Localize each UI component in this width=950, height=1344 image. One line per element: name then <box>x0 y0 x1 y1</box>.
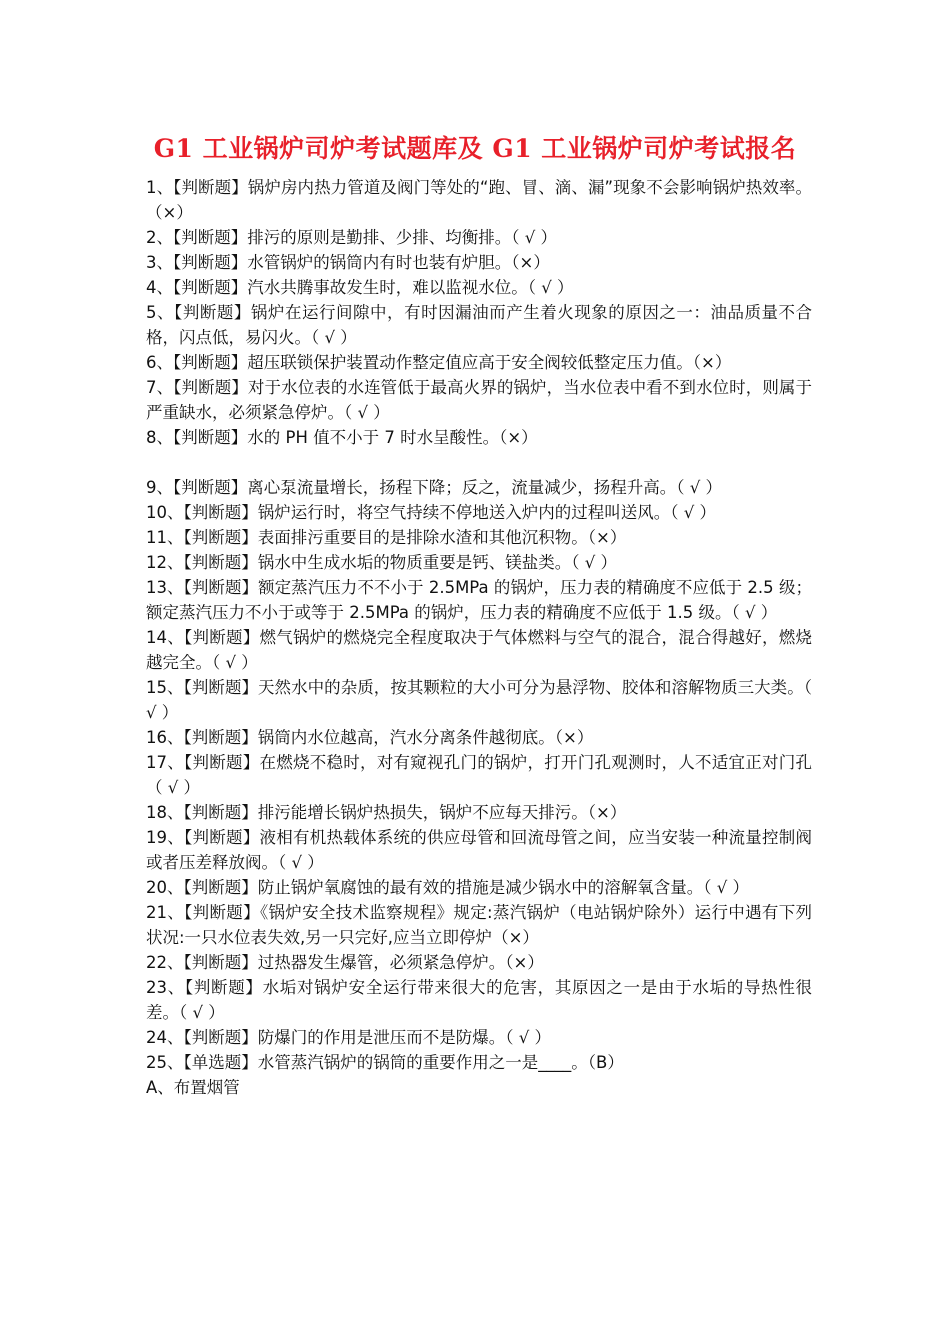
question-type: 【判断题】 <box>183 953 258 972</box>
question-answer: （ √ ） <box>179 1003 225 1022</box>
question-number: 14、 <box>146 628 184 647</box>
question-answer: （×） <box>587 528 627 547</box>
question-answer: （ √ ） <box>146 678 818 722</box>
question-list <box>146 175 818 1100</box>
question-text: 锅水中生成水垢的物质重要是钙、镁盐类。 <box>257 553 572 572</box>
question-type: 【判断题】 <box>183 578 259 597</box>
question-answer: （×） <box>499 428 538 447</box>
question-answer: （ √ ） <box>527 278 574 297</box>
question-answer: （ √ ） <box>146 778 201 797</box>
question-type: 【判断题】 <box>174 303 251 322</box>
question-answer: （×） <box>587 803 627 822</box>
question-number: 17、 <box>146 753 184 772</box>
question-number: 6、 <box>146 353 173 372</box>
question-number: 2、 <box>146 228 173 247</box>
question-answer: （×） <box>505 953 544 972</box>
question-number: 8、 <box>146 428 173 447</box>
question-type: 【判断题】 <box>184 903 260 922</box>
question-text: 锅炉运行时，将空气持续不停地送入炉内的过程叫送风。 <box>257 503 671 522</box>
question-item <box>146 1025 812 1050</box>
question-text: 燃气锅炉的燃烧完全程度取决于气体燃料与空气的混合，混合得越好，燃烧越完全。 <box>146 628 812 672</box>
question-item <box>146 175 812 225</box>
question-text: 锅炉房内热力管道及阀门等处的“跑、冒、滴、漏”现象不会影响锅炉热效率。 <box>247 178 812 197</box>
question-type: 【判断题】 <box>183 553 258 572</box>
question-text: 天然水中的杂质，按其颗粒的大小可分为悬浮物、胶体和溶解物质三大类。 <box>258 678 804 697</box>
question-text: 额定蒸汽压力不不小于 2.5MPa 的锅炉，压力表的精确度不应低于 2.5 级；额定蒸汽压力不小于或等于 2.5MPa 的锅炉，压力表的精确度不应低于 1.5 级。 <box>146 578 812 622</box>
question-text: 水的 PH 值不小于 7 时水呈酸性。 <box>247 428 500 447</box>
question-text: 对于水位表的水连管低于最高火界的锅炉，当水位表中看不到水位时，则属于严重缺水，必须紧急停炉。 <box>146 378 812 422</box>
question-answer: （ √ ） <box>703 878 750 897</box>
question-item <box>146 250 812 275</box>
question-number: 19、 <box>146 828 184 847</box>
question-number: 23、 <box>146 978 185 997</box>
question-text: 锅筒内水位越高，汽水分离条件越彻底。 <box>257 728 555 747</box>
question-item <box>146 975 812 1025</box>
question-item <box>146 375 812 425</box>
question-item <box>146 1050 812 1075</box>
question-answer: （ √ ） <box>505 1028 552 1047</box>
question-item <box>146 550 812 575</box>
question-type: 【判断题】 <box>184 753 260 772</box>
question-number: 4、 <box>146 278 173 297</box>
question-answer: （×） <box>146 203 193 222</box>
question-number: 9、 <box>146 478 173 497</box>
question-answer: （ √ ） <box>731 603 778 622</box>
question-text: 防止锅炉氧腐蚀的最有效的措施是减少锅水中的溶解氧含量。 <box>257 878 704 897</box>
question-answer: （×） <box>692 353 732 372</box>
question-type: 【判断题】 <box>173 478 248 497</box>
question-text: 汽水共腾事故发生时，难以监视水位。 <box>247 278 528 297</box>
question-type: 【判断题】 <box>173 278 248 297</box>
question-type: 【单选题】 <box>183 1053 258 1072</box>
question-answer: （×） <box>554 728 594 747</box>
question-item <box>146 225 812 250</box>
question-item <box>146 950 812 975</box>
question-item <box>146 900 812 950</box>
question-item <box>146 725 812 750</box>
question-item <box>146 750 812 800</box>
question-type: 【判断题】 <box>183 878 258 897</box>
question-answer: （ √ ） <box>344 403 390 422</box>
question-type: 【判断题】 <box>173 178 248 197</box>
question-number: 18、 <box>146 803 184 822</box>
question-text: 防爆门的作用是泄压而不是防爆。 <box>257 1028 506 1047</box>
question-answer: （ √ ） <box>676 478 723 497</box>
question-number: 25、 <box>146 1053 184 1072</box>
question-answer: （ √ ） <box>511 228 558 247</box>
question-answer: （ √ ） <box>278 853 324 872</box>
document-title: G1 工业锅炉司炉考试题库及 G1 工业锅炉司炉考试报名 <box>153 134 797 163</box>
question-answer: （×） <box>511 253 550 272</box>
question-text: 排污能增长锅炉热损失，锅炉不应每天排污。 <box>257 803 588 822</box>
question-number: 3、 <box>146 253 173 272</box>
question-number: 5、 <box>146 303 175 322</box>
question-type: 【判断题】 <box>184 628 260 647</box>
question-number: 15、 <box>146 678 184 697</box>
question-type: 【判断题】 <box>183 1028 258 1047</box>
question-answer: （ √ ） <box>571 553 618 572</box>
question-type: 【判断题】 <box>173 253 248 272</box>
question-number: 12、 <box>146 553 184 572</box>
question-text: 排污的原则是勤排、少排、均衡排。 <box>247 228 512 247</box>
question-number: 10、 <box>146 503 184 522</box>
question-item <box>146 825 812 875</box>
question-text: 过热器发生爆管，必须紧急停炉。 <box>257 953 506 972</box>
question-type: 【判断题】 <box>183 528 258 547</box>
question-number: 16、 <box>146 728 184 747</box>
question-item <box>146 300 812 350</box>
question-type: 【判断题】 <box>184 828 260 847</box>
question-item <box>146 425 812 450</box>
question-item <box>146 500 812 525</box>
question-item <box>146 675 818 725</box>
question-answer: （ √ ） <box>311 328 357 347</box>
question-text: 在燃烧不稳时，对有窥视孔门的锅炉，打开门孔观测时，人不适宜正对门孔 <box>259 753 812 772</box>
question-item <box>146 875 812 900</box>
question-text: 离心泵流量增长，扬程下降；反之，流量减少，扬程升高。 <box>247 478 677 497</box>
question-item <box>146 350 812 375</box>
question-type: 【判断题】 <box>183 803 258 822</box>
question-number: 13、 <box>146 578 184 597</box>
question-answer: （ √ ） <box>670 503 717 522</box>
question-item <box>146 575 812 625</box>
question-text: 液相有机热载体系统的供应母管和回流母管之间，应当安装一种流量控制阀或者压差释放阀。 <box>146 828 812 872</box>
question-item <box>146 800 812 825</box>
question-text: 超压联锁保护装置动作整定值应高于安全阀较低整定压力值。 <box>247 353 693 372</box>
question-type: 【判断题】 <box>173 353 248 372</box>
question-type: 【判断题】 <box>184 978 263 997</box>
question-item <box>146 625 812 675</box>
question-number: 22、 <box>146 953 184 972</box>
question-number: 24、 <box>146 1028 184 1047</box>
question-text: 《锅炉安全技术监察规程》规定:蒸汽锅炉（电站锅炉除外）运行中遇有下列状况:一只水位表失效,另一只完好,应当立即停炉 <box>146 903 813 947</box>
question-type: 【判断题】 <box>173 378 248 397</box>
question-type: 【判断题】 <box>183 503 258 522</box>
question-text: 表面排污重要目的是排除水渣和其他沉积物。 <box>257 528 588 547</box>
question-number: 7、 <box>146 378 174 397</box>
question-text: 锅炉在运行间隙中，有时因漏油而产生着火现象的原因之一：油品质量不合格，闪点低，易闪火。 <box>146 303 813 347</box>
question-number: 11、 <box>146 528 184 547</box>
question-number: 20、 <box>146 878 184 897</box>
question-number: 1、 <box>146 178 174 197</box>
question-item <box>146 525 812 550</box>
question-item <box>146 475 812 500</box>
question-text: 水管锅炉的锅筒内有时也装有炉胆。 <box>247 253 512 272</box>
answer-option-a: A、布置烟管 <box>146 1078 240 1097</box>
question-type: 【判断题】 <box>183 728 258 747</box>
question-type: 【判断题】 <box>173 428 248 447</box>
question-type: 【判断题】 <box>183 678 259 697</box>
question-text: 水管蒸汽锅炉的锅筒的重要作用之一是____。 <box>257 1053 588 1072</box>
question-type: 【判断题】 <box>173 228 248 247</box>
question-item <box>146 275 812 300</box>
question-answer: （ √ ） <box>212 653 258 672</box>
question-answer: （×） <box>492 928 539 947</box>
question-text: 水垢对锅炉安全运行带来很大的危害，其原因之一是由于水垢的导热性很差。 <box>146 978 813 1022</box>
question-number: 21、 <box>146 903 185 922</box>
question-answer: （B） <box>587 1053 624 1072</box>
